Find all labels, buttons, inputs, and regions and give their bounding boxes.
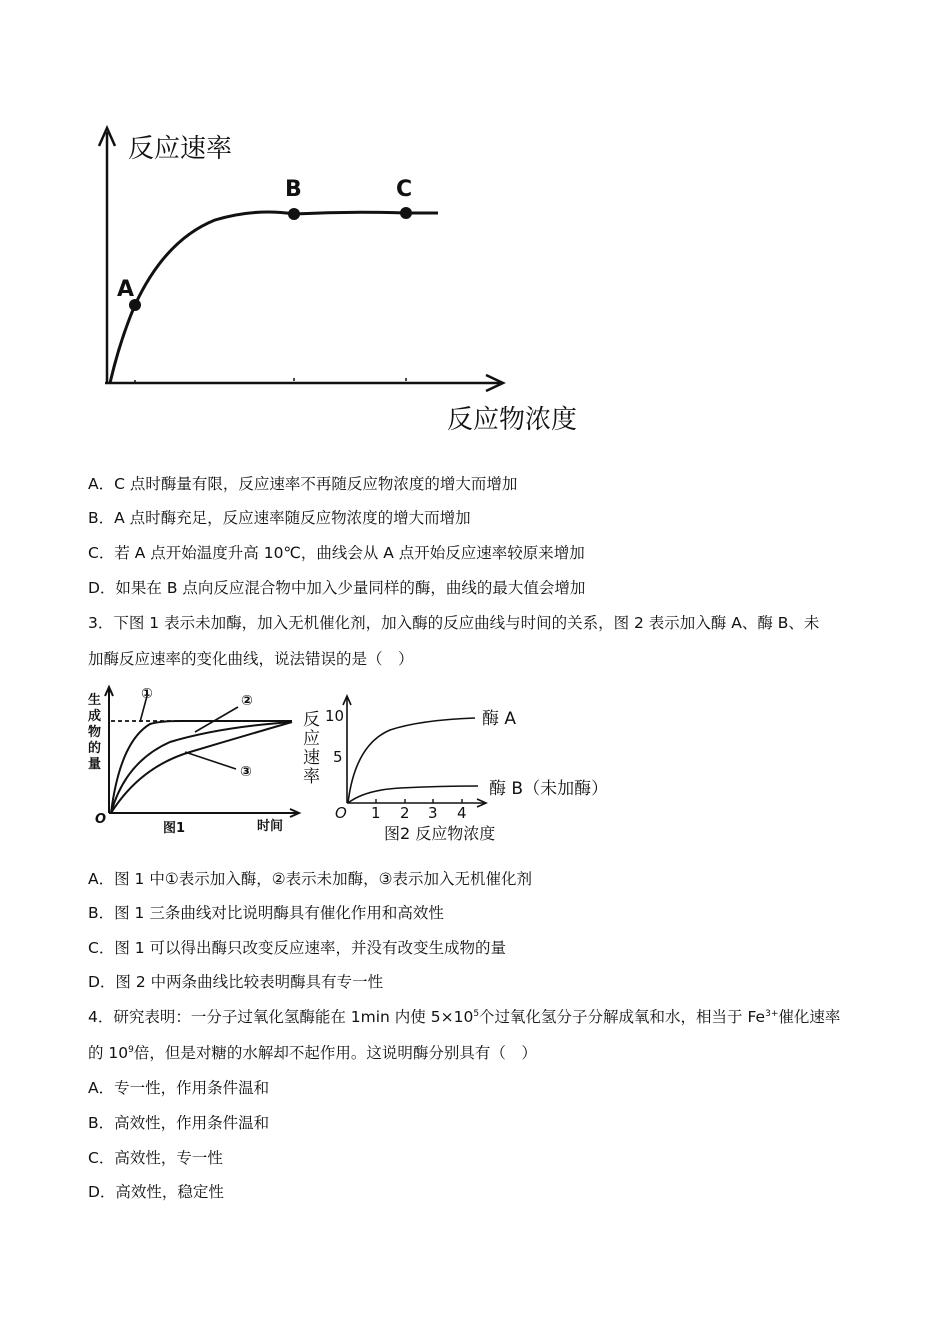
marker-3: ③ bbox=[240, 764, 252, 780]
q4-part4: 的 10 bbox=[88, 1044, 129, 1062]
q4-option-c: C．高效性，专一性 bbox=[88, 1149, 223, 1167]
q4-sup1: 5 bbox=[473, 1009, 480, 1019]
x-tick-2: 2 bbox=[400, 804, 410, 822]
q4-option-d: D．高效性，稳定性 bbox=[88, 1183, 224, 1201]
q4-part1: 4．研究表明：一分子过氧化氢酶能在 1min 内使 5×10 bbox=[88, 1008, 474, 1026]
curve-2 bbox=[111, 722, 292, 813]
q3-option-d: D．图 2 中两条曲线比较表明酶具有专一性 bbox=[88, 973, 384, 991]
q4-part2: 个过氧化氢分子分解成氧和水，相当于 Fe bbox=[479, 1008, 766, 1026]
marker-2: ② bbox=[241, 693, 253, 709]
point-c bbox=[400, 207, 412, 219]
x-axis-label: 反应物浓度 bbox=[447, 405, 578, 435]
q2-option-d: D．如果在 B 点向反应混合物中加入少量同样的酶，曲线的最大值会增加 bbox=[88, 579, 586, 597]
y-label-char-4: 率 bbox=[303, 767, 320, 787]
x-tick-4: 4 bbox=[457, 804, 467, 822]
q4-option-a: A．专一性，作用条件温和 bbox=[88, 1079, 270, 1097]
q3-stem-line2: 加酶反应速率的变化曲线，说法错误的是（ ） bbox=[88, 650, 414, 668]
y-label-char-4: 的 bbox=[88, 741, 102, 756]
y-label-char-3: 物 bbox=[88, 725, 102, 740]
origin-label: O bbox=[95, 812, 107, 827]
x-label-time: 时间 bbox=[257, 819, 284, 834]
label-enzyme-a: 酶 A bbox=[482, 709, 517, 729]
curve-enzyme-a bbox=[348, 718, 475, 803]
q2-option-b: B．A 点时酶充足，反应速率随反应物浓度的增大而增加 bbox=[88, 509, 471, 527]
y-label-char-2: 成 bbox=[88, 709, 102, 724]
y-label-char-2: 应 bbox=[303, 729, 320, 749]
q2-option-a: A．C 点时酶量有限，反应速率不再随反应物浓度的增大而增加 bbox=[88, 475, 518, 493]
curve-3 bbox=[111, 722, 292, 813]
point-a-label: A bbox=[117, 277, 135, 302]
q4-option-b: B．高效性，作用条件温和 bbox=[88, 1114, 270, 1132]
q4-part5: 倍，但是对糖的水解却不起作用。这说明酶分别具有（ ） bbox=[133, 1044, 537, 1062]
q4-part3: 催化速率 bbox=[778, 1008, 841, 1026]
y-label-char-1: 反 bbox=[303, 710, 320, 730]
y-label-char-5: 量 bbox=[88, 757, 102, 772]
figure-rate-enzyme-a-b bbox=[300, 690, 620, 850]
figure-rate-vs-concentration bbox=[0, 0, 950, 450]
y-label-char-1: 生 bbox=[88, 693, 102, 708]
q2-option-c: C．若 A 点开始温度升高 10℃，曲线会从 A 点开始反应速率较原来增加 bbox=[88, 544, 585, 562]
y-tick-10: 10 bbox=[325, 707, 345, 725]
figure-product-vs-time bbox=[80, 682, 305, 842]
point-b-label: B bbox=[285, 177, 302, 202]
q3-option-a: A．图 1 中①表示加入酶，②表示未加酶，③表示加入无机催化剂 bbox=[88, 870, 533, 888]
q3-option-b: B．图 1 三条曲线对比说明酶具有催化作用和高效性 bbox=[88, 904, 444, 922]
q4-stem-line1 bbox=[88, 1006, 840, 1028]
point-c-label: C bbox=[396, 177, 413, 202]
caption-fig1: 图1 bbox=[163, 821, 186, 836]
point-b bbox=[288, 208, 300, 220]
label-enzyme-b: 酶 B（未加酶） bbox=[489, 779, 609, 799]
rate-curve bbox=[110, 212, 438, 383]
q3-option-c: C．图 1 可以得出酶只改变反应速率，并没有改变生成物的量 bbox=[88, 939, 507, 957]
q3-stem-line1: 3．下图 1 表示未加酶，加入无机催化剂，加入酶的反应曲线与时间的关系，图 2 表示加入酶 A、酶 B、未 bbox=[88, 614, 820, 632]
y-axis-label: 反应速率 bbox=[128, 134, 233, 164]
y-label-char-3: 速 bbox=[303, 748, 320, 768]
x-tick-3: 3 bbox=[428, 804, 438, 822]
x-tick-1: 1 bbox=[371, 804, 381, 822]
marker-1: ① bbox=[141, 686, 153, 702]
curve-enzyme-b bbox=[348, 786, 478, 803]
q4-sup2: 3+ bbox=[765, 1009, 779, 1019]
caption-fig2: 图2 反应物浓度 bbox=[384, 824, 496, 843]
origin-label: O bbox=[335, 804, 347, 822]
y-tick-5: 5 bbox=[333, 748, 343, 766]
q4-stem-line2 bbox=[88, 1042, 537, 1064]
q4-sup3: 9 bbox=[128, 1045, 134, 1055]
